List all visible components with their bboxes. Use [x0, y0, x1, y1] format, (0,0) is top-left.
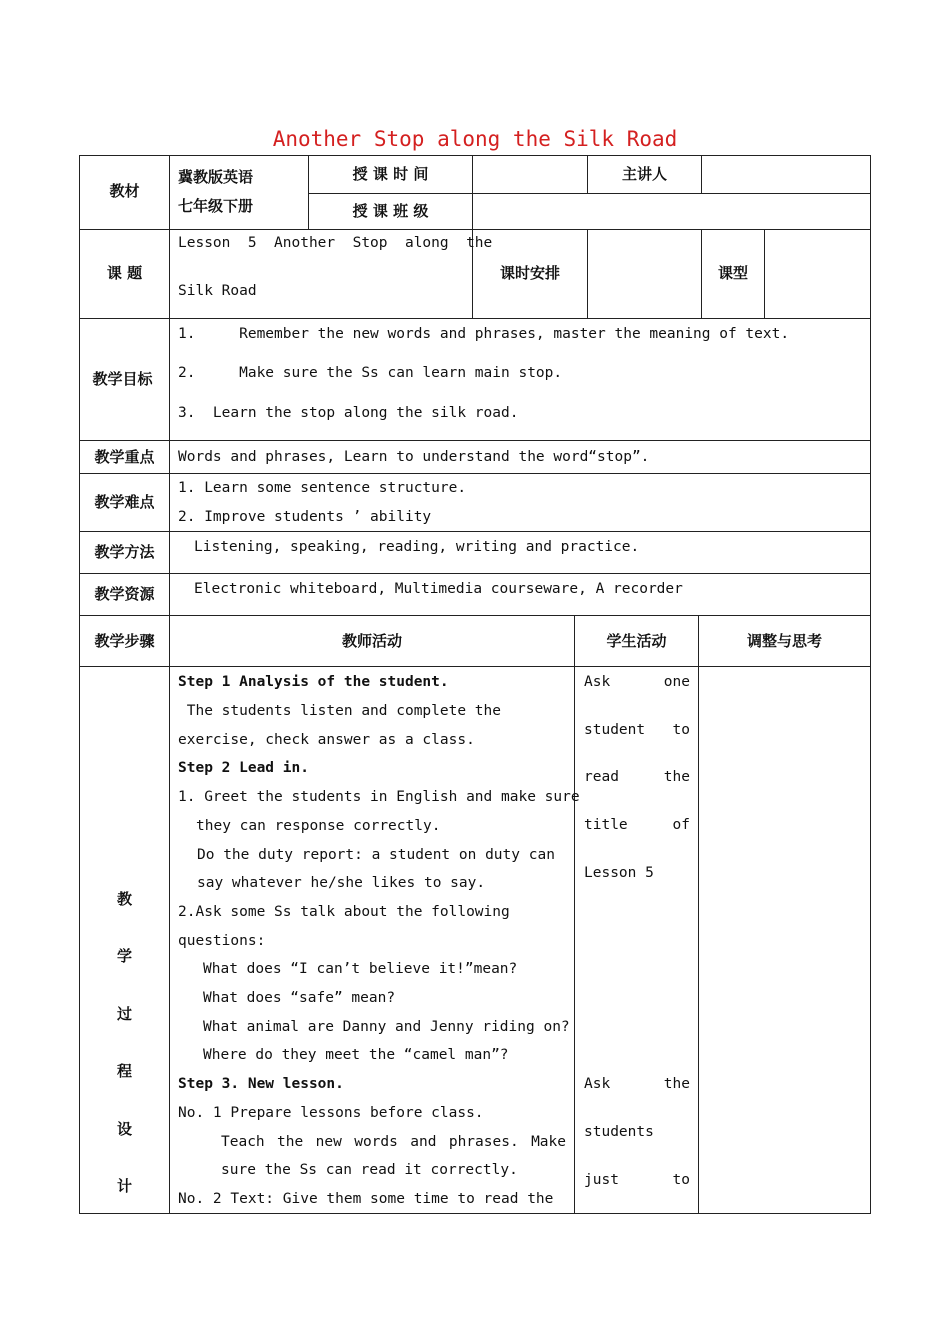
topic-value-line2: Silk Road [178, 283, 257, 299]
table-border [701, 155, 702, 193]
lesson-time-label: 授 课 时 间 [352, 165, 429, 183]
schedule-label: 课时安排 [499, 264, 560, 282]
teacher-line: say whatever he/she likes to say. [197, 875, 486, 891]
table-border [698, 615, 699, 1213]
topic-value-line1: Lesson 5 Another Stop along the [178, 235, 493, 251]
class-label: 授 课 班 级 [352, 202, 429, 220]
resources-value: Electronic whiteboard, Multimedia courseware, A recorder [194, 581, 683, 597]
textbook-value-line2: 七年级下册 [178, 197, 254, 215]
teacher-line: Step 3. New lesson. [178, 1076, 344, 1092]
teacher-line: 1. Greet the students in English and make sure [178, 789, 580, 805]
teacher-line: exercise, check answer as a class. [178, 732, 475, 748]
student-line: read the [584, 769, 690, 785]
student-line: title of [584, 817, 690, 833]
table-border [79, 666, 871, 667]
teacher-line: What animal are Danny and Jenny riding on? [203, 1019, 570, 1035]
student-line: just to [584, 1172, 690, 1188]
teacher-line: The students listen and complete the [178, 703, 502, 719]
table-border [574, 615, 575, 1213]
table-border [79, 318, 871, 319]
process-label-char: 教 [116, 890, 132, 908]
table-border [79, 440, 871, 441]
teacher-line: questions: [178, 933, 266, 949]
difficulty-item: 1. Learn some sentence structure. [178, 480, 467, 496]
speaker-label: 主讲人 [621, 165, 667, 183]
textbook-value-line1: 冀教版英语 [178, 168, 254, 186]
teacher-line: Step 2 Lead in. [178, 760, 309, 776]
objective-item: 1. Remember the new words and phrases, master the meaning of text. [178, 326, 790, 342]
teacher-line: What does “I can’t believe it!”mean? [203, 961, 518, 977]
student-line: students [584, 1124, 654, 1140]
table-border [764, 229, 765, 318]
methods-label: 教学方法 [94, 543, 155, 561]
table-border [79, 573, 871, 574]
student-activity-header: 学生活动 [606, 632, 667, 650]
objective-item: 2. Make sure the Ss can learn main stop. [178, 365, 563, 381]
table-border [79, 615, 871, 616]
table-border [308, 193, 871, 194]
type-label: 课型 [717, 264, 748, 282]
objective-item: 3. Learn the stop along the silk road. [178, 405, 519, 421]
resources-label: 教学资源 [94, 585, 155, 603]
student-line: Ask one [584, 674, 690, 690]
table-border [79, 155, 80, 1213]
teacher-line: sure the Ss can read it correctly. [221, 1162, 518, 1178]
teacher-line: they can response correctly. [196, 818, 441, 834]
objectives-label: 教学目标 [92, 370, 153, 388]
teacher-line: What does “safe” mean? [203, 990, 396, 1006]
process-label-char: 设 [116, 1120, 132, 1138]
process-label-char: 程 [116, 1062, 132, 1080]
process-label-char: 计 [116, 1177, 132, 1195]
table-border [79, 155, 871, 156]
teacher-line: Where do they meet the “camel man”? [203, 1047, 509, 1063]
table-border [169, 155, 170, 1213]
teacher-activity-header: 教师活动 [341, 632, 402, 650]
difficulty-item: 2. Improve students ’ ability [178, 509, 432, 525]
steps-label: 教学步骤 [94, 632, 155, 650]
document-title: Another Stop along the Silk Road [272, 127, 678, 151]
key-points-label: 教学重点 [94, 448, 155, 466]
topic-label: 课 题 [106, 264, 143, 282]
teacher-line: Do the duty report: a student on duty can [197, 847, 555, 863]
teacher-line: No. 1 Prepare lessons before class. [178, 1105, 484, 1121]
teacher-line: No. 2 Text: Give them some time to read the [178, 1191, 554, 1207]
teacher-line: Step 1 Analysis of the student. [178, 674, 449, 690]
student-line: Ask the [584, 1076, 690, 1092]
student-line: student to [584, 722, 690, 738]
table-border [870, 155, 871, 1213]
teacher-line: 2.Ask some Ss talk about the following [178, 904, 510, 920]
textbook-label: 教材 [109, 182, 140, 200]
process-label-char: 过 [116, 1005, 132, 1023]
process-label-char: 学 [116, 947, 132, 965]
methods-value: Listening, speaking, reading, writing and practice. [194, 539, 640, 555]
difficulties-label: 教学难点 [94, 493, 155, 511]
table-border [587, 229, 588, 318]
key-points-value: Words and phrases, Learn to understand the word“stop”. [178, 449, 650, 465]
teacher-line: Teach the new words and phrases. Make [221, 1134, 566, 1150]
reflection-header: 调整与思考 [746, 632, 822, 650]
student-line: Lesson 5 [584, 865, 654, 881]
